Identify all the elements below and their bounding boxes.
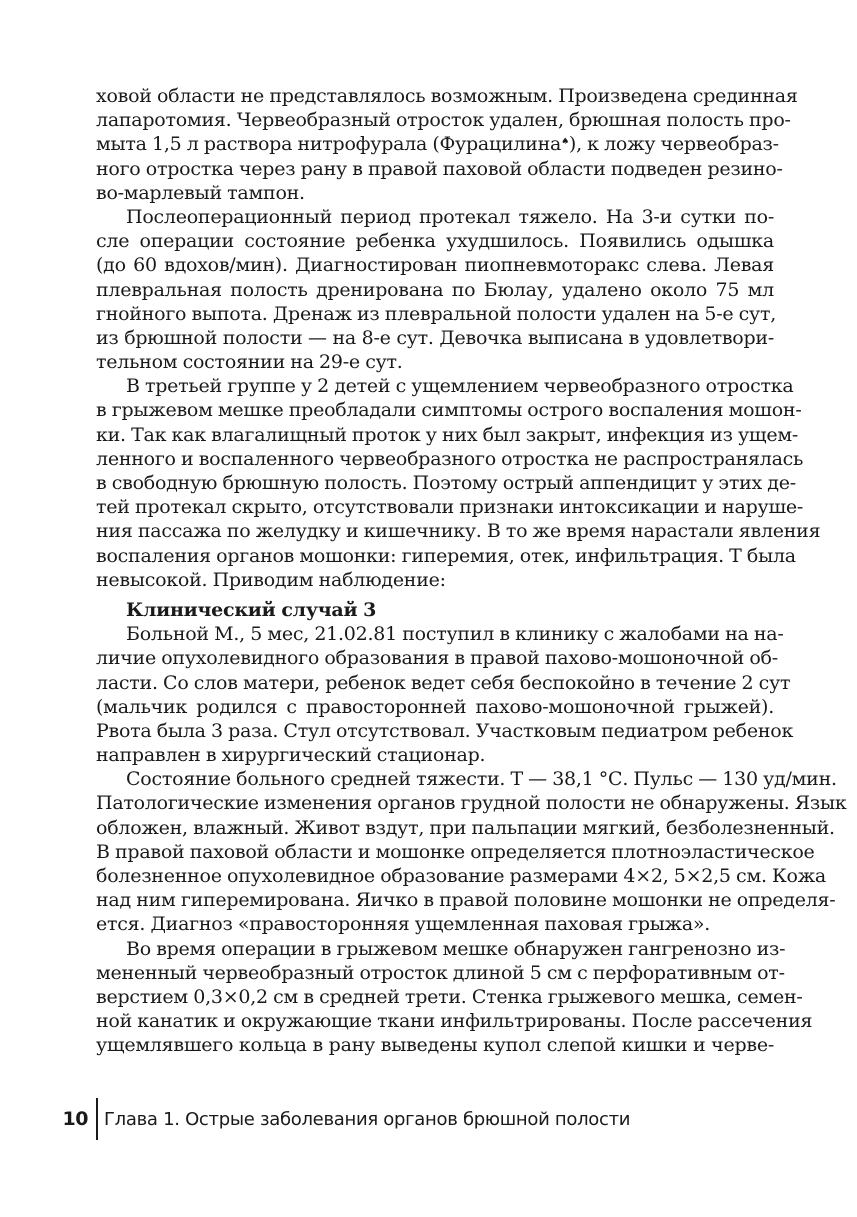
paragraph bbox=[96, 937, 813, 1058]
text-fragment: ), к ложу червеобраз- bbox=[568, 133, 779, 156]
footer-divider bbox=[96, 1098, 98, 1140]
page-footer bbox=[60, 1098, 630, 1140]
text-line: ного отростка через рану в правой паховой области подведен резино- bbox=[96, 157, 783, 180]
text-line: направлен в хирургический стационар. bbox=[96, 744, 486, 767]
text-line: В третьей группе у 2 детей с ущемлением червеобразного отростка bbox=[126, 375, 794, 398]
paragraph bbox=[96, 622, 794, 767]
text-line bbox=[96, 132, 779, 156]
text-line: сле операции состояние ребенка ухудшилось. Появились одышка bbox=[96, 230, 774, 253]
text-line: мененный червеобразный отросток длиной 5 см с перфоративным от- bbox=[96, 961, 785, 984]
trademark-mark: ♠ bbox=[561, 137, 569, 148]
text-line: тей протекал скрыто, отсутствовали признаки интоксикации и наруше- bbox=[96, 496, 804, 519]
text-line: (до 60 вдохов/мин). Диагностирован пиопневмоторакс слева. Левая bbox=[96, 254, 774, 277]
paragraph bbox=[96, 767, 847, 936]
text-line: Состояние больного средней тяжести. Т — 38,1 °С. Пульс — 130 уд/мин. bbox=[126, 768, 837, 791]
paragraph bbox=[96, 205, 777, 374]
text-line: Патологические изменения органов грудной полости не обнаружены. Язык bbox=[96, 792, 847, 815]
text-line: болезненное опухолевидное образование размерами 4×2, 5×2,5 см. Кожа bbox=[96, 865, 826, 887]
text-line: Во время операции в грыжевом мешке обнаружен гангренозно из- bbox=[126, 937, 786, 960]
page-number: 10 bbox=[62, 1108, 88, 1130]
paragraph bbox=[96, 374, 821, 592]
text-line: ласти. Со слов матери, ребенок ведет себя беспокойно в течение 2 сут bbox=[96, 671, 791, 694]
text-line: Послеоперационный период протекал тяжело. На 3-и сутки по- bbox=[126, 205, 774, 228]
text-line: ной канатик и окружающие ткани инфильтрированы. После рассечения bbox=[96, 1010, 813, 1033]
text-line: из брюшной полости — на 8-е сут. Девочка выписана в удовлетвори- bbox=[96, 326, 774, 349]
text-line: Больной М., 5 мес, 21.02.81 поступил в клинику с жалобами на на- bbox=[126, 623, 784, 646]
running-chapter-title: Глава 1. Острые заболевания органов брюшной полости bbox=[104, 1108, 631, 1130]
text-line: гнойного выпота. Дренаж из плевральной полости удален на 5-е сут, bbox=[96, 302, 777, 325]
text-line: Рвота была 3 раза. Стул отсутствовал. Участковым педиатром ребенок bbox=[96, 719, 794, 742]
text-line: воспаления органов мошонки: гиперемия, отек, инфильтрация. Т была bbox=[96, 544, 796, 567]
text-fragment: мыта 1,5 л раствора нитрофурала (Фурацилина bbox=[96, 133, 562, 156]
text-line: ния пассажа по желудку и кишечнику. В то же время нарастали явления bbox=[96, 520, 821, 543]
text-line: тельном состоянии на 29-е сут. bbox=[96, 351, 403, 374]
text-line: невысокой. Приводим наблюдение: bbox=[96, 568, 446, 591]
text-line: ется. Диагноз «правосторонняя ущемленная паховая грыжа». bbox=[96, 913, 711, 936]
text-line: лапаротомия. Червеобразный отросток удален, брюшная полость про- bbox=[96, 109, 791, 132]
text-line: над ним гиперемирована. Яичко в правой половине мошонки не определя- bbox=[96, 889, 836, 912]
paragraph bbox=[96, 84, 798, 205]
text-line: плевральная полость дренирована по Бюлау, удалено около 75 мл bbox=[96, 278, 774, 301]
text-line: ховой области не представлялось возможным. Произведена срединная bbox=[96, 85, 798, 107]
text-line: в грыжевом мешке преобладали симптомы острого воспаления мошон- bbox=[96, 399, 802, 422]
text-line: ки. Так как влагалищный проток у них был закрыт, инфекция из ущем- bbox=[96, 423, 799, 446]
text-line: верстием 0,3×0,2 см в средней трети. Стенка грыжевого мешка, семен- bbox=[96, 985, 803, 1008]
heading-text: Клинический случай 3 bbox=[126, 598, 377, 621]
text-line: обложен, влажный. Живот вздут, при пальпации мягкий, безболезненный. bbox=[96, 816, 835, 839]
body-text bbox=[96, 84, 847, 1058]
text-line: в свободную брюшную полость. Поэтому острый аппендицит у этих де- bbox=[96, 472, 796, 494]
text-line: ленного и воспаленного червеобразного отростка не распространялась bbox=[96, 447, 804, 470]
text-line: личие опухолевидного образования в правой пахово-мошоночной об- bbox=[96, 647, 778, 670]
text-line: В правой паховой области и мошонке определяется плотноэластическое bbox=[96, 840, 815, 863]
section-heading bbox=[96, 598, 774, 622]
text-line: ущемлявшего кольца в рану выведены купол слепой кишки и черве- bbox=[96, 1034, 774, 1057]
text-line: во-марлевый тампон. bbox=[96, 181, 305, 204]
text-line: (мальчик родился с правосторонней пахово-мошоночной грыжей). bbox=[96, 695, 774, 718]
